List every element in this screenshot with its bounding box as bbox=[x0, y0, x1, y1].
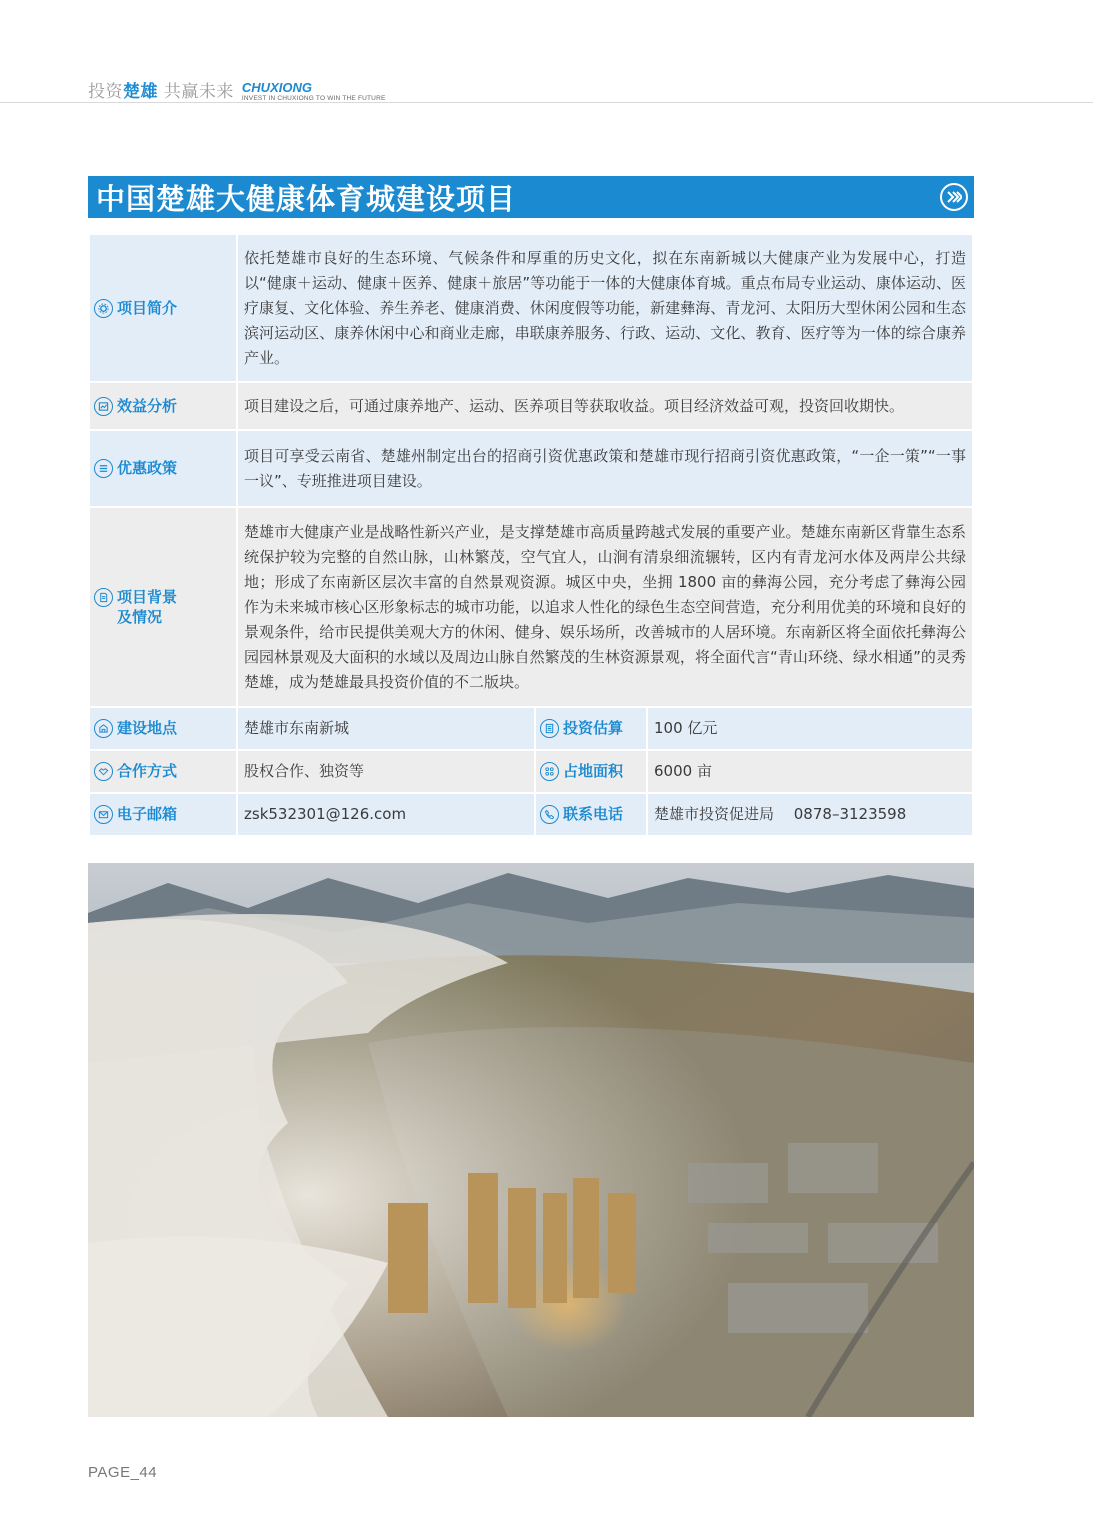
table-row bbox=[89, 234, 973, 382]
chart-icon bbox=[94, 397, 113, 416]
double-chevron-right-icon bbox=[940, 183, 968, 211]
row-value: 项目可享受云南省、楚雄州制定出台的招商引资优惠政策和楚雄市现行招商引资优惠政策，“一企一策”“一事一议”、专班推进项目建设。 bbox=[237, 430, 973, 507]
header-highlight: 楚雄 bbox=[123, 82, 158, 102]
row-label-text: 电子邮箱 bbox=[117, 805, 178, 823]
row-value: 100 亿元 bbox=[647, 707, 973, 750]
email-icon bbox=[94, 805, 113, 824]
header-suffix: 共赢未来 bbox=[163, 82, 234, 102]
row-label-text: 联系电话 bbox=[563, 805, 624, 823]
row-value: 股权合作、独资等 bbox=[237, 750, 535, 793]
table-row bbox=[89, 707, 973, 750]
row-label-text: 占地面积 bbox=[563, 762, 624, 780]
page-title: 中国楚雄大健康体育城建设项目 bbox=[96, 181, 517, 216]
row-value: 楚雄市大健康产业是战略性新兴产业，是支撑楚雄市高质量跨越式发展的重要产业。楚雄东南新区背靠生态系统保护较为完整的自然山脉，山林繁茂，空气宜人，山涧有清泉细流辗转，区内有青龙河水体及两岸公共绿地；形成了东南新区层次丰富的自然景观资源。城区中央，坐拥 1800 亩的彝海公园，充分考虑了彝海公园作为未来城市核心区形象标志的城市功能，以追求人性化的绿色生态空间营造，充分利用优美的环境和良好的景观条件，给市民提供美观大方的休闲、健身、娱乐场所，改善城市的人居环境。东南新区将全面依托彝海公园园林景观及大面积的水域以及周边山脉自然繁茂的生林资源景观，将全面代言“青山环绕、绿水相通”的灵秀楚雄，成为楚雄最具投资价值的不二版块。 bbox=[237, 507, 973, 707]
row-label-text: 建设地点 bbox=[117, 719, 178, 737]
list-icon bbox=[94, 459, 113, 478]
row-label bbox=[89, 507, 237, 707]
location-icon bbox=[94, 719, 113, 738]
area-icon bbox=[540, 762, 559, 781]
page-number: PAGE_44 bbox=[88, 1464, 158, 1481]
header-prefix: 投资 bbox=[88, 82, 123, 102]
row-label bbox=[89, 793, 237, 836]
gear-icon bbox=[94, 299, 113, 318]
row-label bbox=[89, 430, 237, 507]
table-row bbox=[89, 793, 973, 836]
row-label-text: 优惠政策 bbox=[117, 459, 178, 477]
row-label bbox=[535, 750, 647, 793]
calculator-icon bbox=[540, 719, 559, 738]
row-label-text: 合作方式 bbox=[117, 762, 178, 780]
header-slogan bbox=[88, 77, 234, 102]
table-row bbox=[89, 750, 973, 793]
handshake-icon bbox=[94, 762, 113, 781]
row-value: 6000 亩 bbox=[647, 750, 973, 793]
row-label bbox=[89, 750, 237, 793]
row-label-text: 项目背景 bbox=[117, 588, 178, 606]
row-label-text: 投资估算 bbox=[563, 719, 624, 737]
row-value: 楚雄市东南新城 bbox=[237, 707, 535, 750]
row-value: 依托楚雄市良好的生态环境、气候条件和厚重的历史文化，拟在东南新城以大健康产业为发展中心，打造以“健康＋运动、健康＋医养、健康＋旅居”等功能于一体的大健康体育城。重点布局专业运动、康体运动、医疗康复、文化体验、养生养老、健康消费、休闲度假等功能，新建彝海、青龙河、太阳历大型休闲公园和生态滨河运动区、康养休闲中心和商业走廊，串联康养服务、行政、运动、文化、教育、医疗等为一体的综合康养产业。 bbox=[237, 234, 973, 382]
row-label-text: 项目简介 bbox=[117, 298, 178, 317]
aerial-city-photo bbox=[88, 863, 974, 1417]
email-value: zsk532301@126.com bbox=[237, 793, 535, 836]
row-value: 项目建设之后，可通过康养地产、运动、医养项目等获取收益。项目经济效益可观，投资回收期快。 bbox=[237, 382, 973, 430]
row-label-text: 效益分析 bbox=[117, 396, 178, 415]
table-row bbox=[89, 430, 973, 507]
row-label bbox=[89, 382, 237, 430]
table-row bbox=[89, 507, 973, 707]
page-header bbox=[88, 76, 386, 102]
row-label bbox=[535, 707, 647, 750]
header-en-title: CHUXIONG bbox=[241, 79, 312, 95]
header-en-subtitle: INVEST IN CHUXIONG TO WIN THE FUTURE bbox=[241, 94, 386, 102]
title-bar bbox=[88, 176, 974, 218]
phone-icon bbox=[540, 805, 559, 824]
row-label bbox=[89, 707, 237, 750]
row-label-text-line2: 及情况 bbox=[117, 608, 163, 626]
row-label bbox=[535, 793, 647, 836]
row-label bbox=[89, 234, 237, 382]
header-english bbox=[242, 81, 386, 103]
header-divider bbox=[0, 102, 1093, 103]
project-info-table bbox=[88, 233, 974, 837]
table-row bbox=[89, 382, 973, 430]
phone-value: 楚雄市投资促进局 0878–3123598 bbox=[647, 793, 973, 836]
